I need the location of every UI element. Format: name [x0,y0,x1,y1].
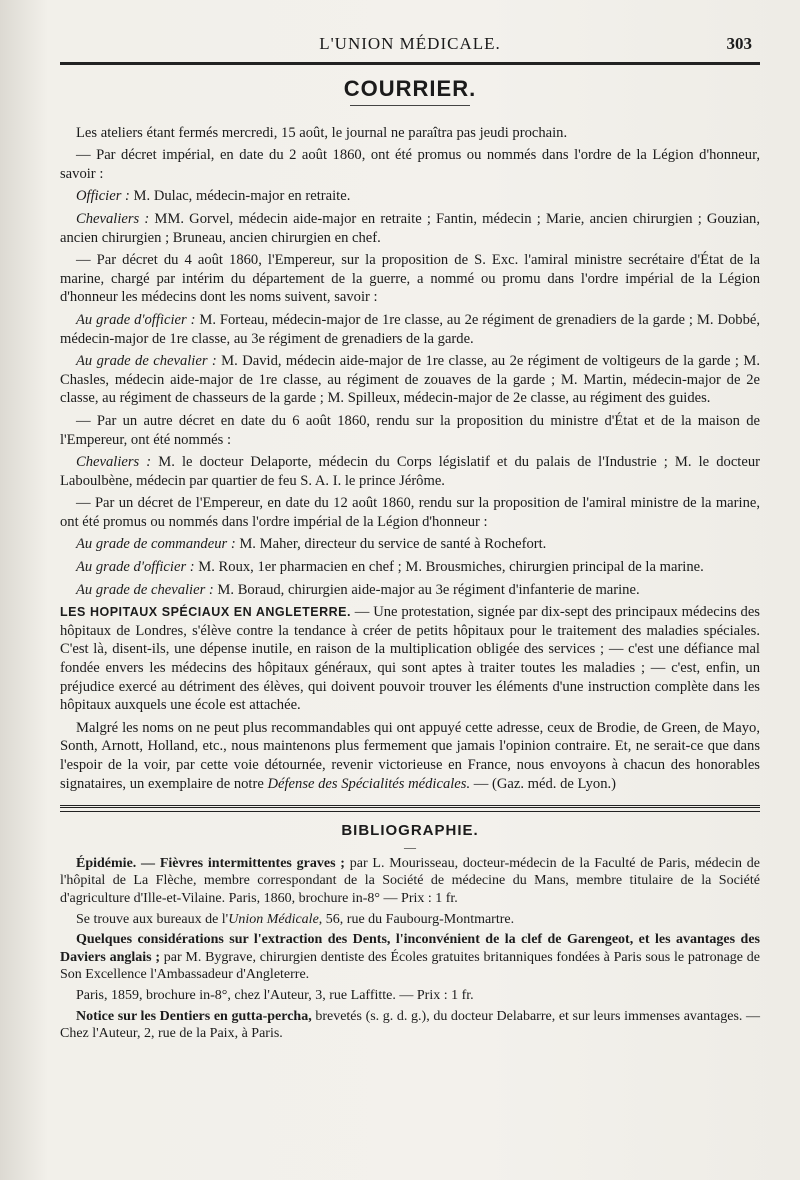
biblio-entry-1-note [60,911,760,929]
paragraph-4-text: MM. Gorvel, médecin aide-major en retraite ; Fantin, médecin ; Marie, ancien chirurgien ; Gouzian, ancien chirurgien ; Bruneau, ancien chirurgien en chef. [60,210,760,246]
header-rule [60,62,760,65]
paragraph-7-label: Au grade de chevalier : [76,353,217,370]
biblio-entry-3-text: brevetés (s. g. d. g.), du docteur Delabarre, et sur leurs immenses avantages. — Chez l'Auteur, 2, rue de la Paix, à Paris. [60,1008,761,1042]
paragraph-7-text: M. David, médecin aide-major de 1re classe, au 2e régiment de voltigeurs de la garde ; M. Chasles, médecin aide-major de 1re classe, au régiment de zouaves de la garde ; M. Martin, médecin-major de 2e classe, au régiment de chasseurs de la garde ; M. Spilleux, médecin-major de 2e classe, au régiment des guides. [60,353,760,407]
paragraph-10: — Par un décret de l'Empereur, en date du 12 août 1860, rendu sur la proposition de l'amiral ministre de la marine, ont été promus ou nommés dans l'ordre impérial de la Légion d'honneur : [60,495,760,530]
biblio-entry-1-text: par L. Mourisseau, docteur-médecin de la Faculté de Paris, médecin de l'hôpital de La Flèche, membre correspondant de la Société de médecine du Mans, membre titulaire de la Société d'agriculture d'Ille-et-Vilaine. Paris, 1860, brochure in-8° — Prix : 1 fr. [60,855,760,906]
paragraph-8: — Par un autre décret en date du 6 août 1860, rendu sur la proposition du ministre d'État et de la maison de l'Empereur, ont été nommés : [60,412,760,448]
paragraph-12 [60,558,760,577]
paragraph-3 [60,187,760,206]
courrier-title: COURRIER. [343,76,477,101]
paragraph-6-text: M. Forteau, médecin-major de 1re classe, au 2e régiment de grenadiers de la garde ; M. Dobbé, médecin-major de 1re classe, au 3e régiment de grenadiers de la garde. [60,311,760,347]
title-rule [350,105,470,106]
biblio-entry-1-note-italic: Union Médicale [228,911,319,927]
paragraph-3-label: Officier : [76,188,130,205]
running-head [60,30,760,58]
paragraph-6-label: Au grade d'officier : [76,311,196,328]
paragraph-11-label: Au grade de commandeur : [76,536,236,553]
paragraph-15-end: — (Gaz. méd. de Lyon.) [470,775,617,792]
paragraph-2: — Par décret impérial, en date du 2 août 1860, ont été promus ou nommés dans l'ordre de la Légion d'honneur, savoir : [60,147,760,182]
paragraph-13-text: M. Boraud, chirurgien aide-major au 3e régiment d'infanterie de marine. [213,581,640,598]
paragraph-13 [60,581,760,600]
bibliographie-dash: — [404,839,416,854]
paragraph-3-text: M. Dulac, médecin-major en retraite. [129,188,351,205]
biblio-entry-1-note-end: , 56, rue du Faubourg-Montmartre. [318,911,515,927]
biblio-entry-2-text: par M. Bygrave, chirurgien dentiste des Écoles gratuites britanniques fondées à Paris sous le patronage de Son Excellence l'Ambassadeur d'Angleterre. [60,949,760,983]
paragraph-9-label: Chevaliers : [76,454,152,471]
bibliographie-section [60,822,760,1043]
page-number: 303 [726,34,752,53]
paragraph-15-text: Malgré les noms on ne peut plus recommandables qui ont appuyé cette adresse, ceux de Brodie, de Green, de Mayo, Sonth, Arnott, Holland, etc., nous maintenons plus fermement que jamais l'opinion contraire. Et, ne serait-ce que dans l'espoir de la voir, par cette voie détournée, revenir victorieuse en France, nous envoyons à chacun des honorables signataires, un exemplaire de notre [60,719,760,792]
paragraph-6 [60,311,760,348]
paragraph-1: Les ateliers étant fermés mercredi, 15 août, le journal ne paraîtra pas jeudi prochain. [76,124,568,141]
biblio-entry-1-lead: Épidémie. — Fièvres intermittentes graves ; [76,855,345,871]
running-title: L'UNION MÉDICALE. [319,34,501,53]
paragraph-9-text: M. le docteur Delaporte, médecin du Corps législatif et du palais de l'Industrie ; M. le docteur Laboulbène, médecin par quartier de feu S. A. I. le prince Jérôme. [60,454,760,489]
paragraph-14 [60,603,760,715]
paragraph-14-text: — Une protestation, signée par dix-sept des principaux médecins des hôpitaux de Londres, s'élève contre la tendance à créer de petits hôpitaux pour le traitement des maladies spéciales. C'est là, disent-ils, une dépense inutile, en raison de la multiplication obligée des services ; — c'est une défiance mal fondée envers les médecins des hôpitaux généraux, qui sont aptes à traiter toutes les maladies ; — c'est, enfin, un préjudice exercé au détriment des élèves, qui doivent pouvoir trouver les éléments d'une instruction complète dans les hôpitaux auxquels une école est attachée. [60,604,760,714]
paragraph-9 [60,453,760,490]
biblio-entry-2-note: Paris, 1859, brochure in-8°, chez l'Auteur, 3, rue Laffitte. — Prix : 1 fr. [76,987,474,1003]
paragraph-14-lead: LES HOPITAUX SPÉCIAUX EN ANGLETERRE. [60,605,351,620]
paragraph-4-label: Chevaliers : [76,210,150,227]
biblio-entry-3 [60,1008,760,1043]
paragraph-13-label: Au grade de chevalier : [76,581,214,598]
biblio-entry-2 [60,931,760,984]
paragraph-12-text: M. Roux, 1er pharmacien en chef ; M. Brousmiches, chirurgien principal de la marine. [194,559,704,576]
biblio-entry-1 [60,855,760,908]
bibliographie-title: BIBLIOGRAPHIE. [341,822,479,840]
paragraph-11 [60,535,760,554]
paragraph-15 [60,719,760,793]
page-content [60,78,760,1046]
biblio-entry-2-lead: Quelques considérations sur l'extraction des Dents, l'inconvénient de la clef de Garengeot, et les avantages des Daviers anglais ; [60,932,760,965]
paragraph-5: — Par décret du 4 août 1860, l'Empereur, sur la proposition de S. Exc. l'amiral ministre secrétaire d'État de la marine, chargé par intérim du département de la guerre, a nommé ou promu dans l'ordre impérial de la Légion d'honneur les médecins dont les noms suivent, savoir : [60,252,760,306]
biblio-entry-1-note-text: Se trouve aux bureaux de l' [76,911,229,927]
paragraph-11-text: M. Maher, directeur du service de santé à Rochefort. [235,536,547,553]
paragraph-7 [60,352,760,408]
section-divider [60,805,760,812]
paragraph-15-italic: Défense des Spécialités médicales. [267,775,471,792]
biblio-entry-3-lead: Notice sur les Dentiers en gutta-percha, [76,1008,312,1024]
paragraph-12-label: Au grade d'officier : [76,559,195,576]
paragraph-4 [60,210,760,247]
